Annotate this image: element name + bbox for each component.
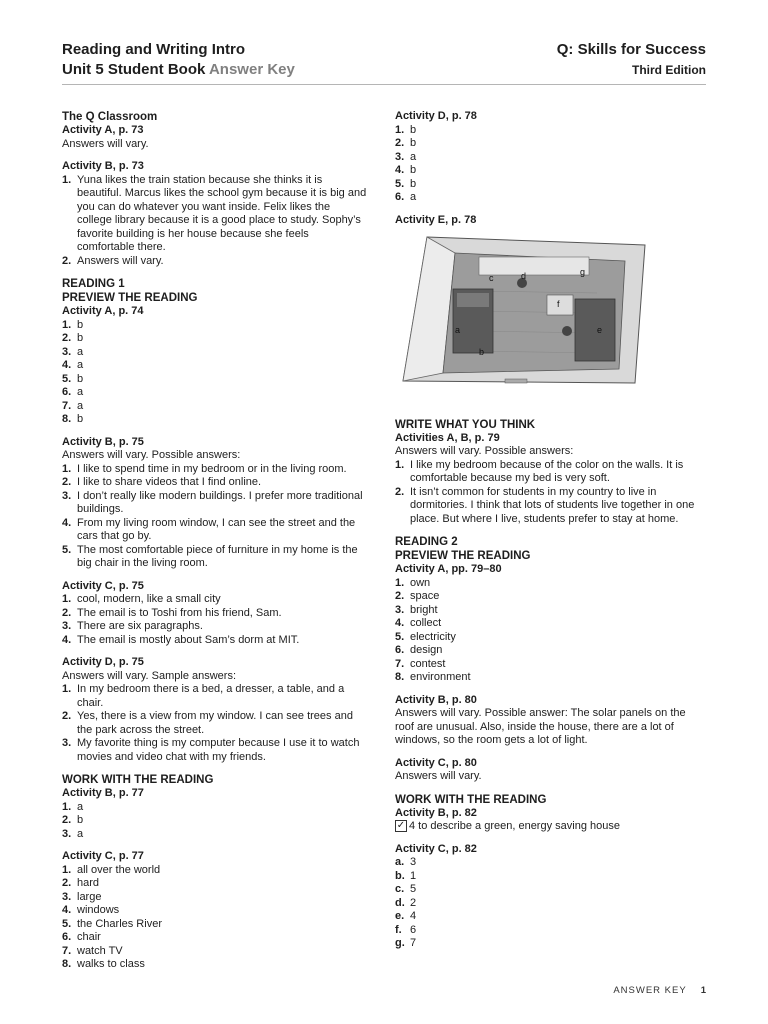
item-text: b	[77, 318, 84, 331]
activity-block	[395, 214, 707, 418]
item-text: b	[410, 177, 417, 190]
item-number: 2.	[395, 137, 405, 149]
item-number: 4.	[62, 516, 72, 529]
item-number: 5.	[395, 630, 405, 643]
list-item	[62, 373, 368, 387]
item-text: There are six paragraphs.	[77, 620, 203, 632]
activity-label: Activity C, p. 77	[62, 850, 144, 862]
item-number: 1.	[395, 458, 405, 471]
item-number: 1.	[395, 123, 405, 136]
list-item	[395, 671, 707, 685]
list-item	[62, 386, 368, 400]
list-item	[62, 683, 368, 710]
room-label-b: b	[479, 347, 485, 357]
item-text: In my bedroom there is a bed, a dresser, a table, and a chair.	[77, 683, 345, 709]
item-number: 1.	[62, 173, 72, 186]
activity-block	[395, 110, 707, 205]
list-item	[395, 631, 707, 645]
activity-label: Activity A, p. 74	[62, 305, 144, 317]
item-number: 2.	[62, 814, 72, 826]
list-item	[62, 544, 368, 571]
list-item	[395, 604, 707, 618]
item-number: 3.	[395, 150, 405, 163]
item-text: b	[77, 372, 84, 385]
item-text: own	[410, 576, 431, 589]
activity-label: Activity B, p. 75	[62, 435, 144, 448]
item-text: b	[410, 137, 417, 149]
item-text: hard	[77, 877, 100, 889]
item-text: b	[77, 332, 84, 344]
brand-title: Q: Skills for Success	[556, 41, 706, 58]
item-text: It isn’t common for students in my country to live in dormitories. I think that lots of students live together in one place. But where I live, students prefer to stay at home.	[410, 485, 695, 525]
page-header	[62, 40, 706, 85]
item-text: electricity	[410, 630, 456, 643]
item-text: Yes, there is a view from my window. I can see trees and the park across the street.	[77, 710, 353, 736]
activity-block	[395, 563, 707, 685]
list-item	[395, 617, 707, 631]
list-item	[62, 332, 368, 346]
list-item	[62, 255, 368, 269]
item-text: b	[77, 413, 84, 425]
item-number: 4.	[395, 164, 405, 176]
list-item	[62, 607, 368, 621]
item-text: a	[77, 827, 84, 840]
section-heading-work-with-reading: WORK WITH THE READING	[395, 793, 547, 806]
item-number: 1.	[62, 462, 72, 475]
list-item	[395, 590, 707, 604]
item-number: 8.	[62, 958, 72, 970]
item-number: 1.	[62, 863, 72, 876]
item-number: 5.	[62, 372, 72, 385]
item-text: b	[410, 164, 417, 176]
list-item	[395, 910, 707, 924]
item-text: 6	[410, 923, 417, 936]
list-item	[62, 319, 368, 333]
item-number: 5.	[62, 543, 72, 556]
list-item	[62, 593, 368, 607]
left-column	[62, 110, 368, 981]
item-text: environment	[410, 671, 471, 683]
item-text: 5	[410, 883, 417, 895]
answer-intro: Answers will vary. Possible answers:	[62, 449, 241, 461]
item-text: a	[77, 359, 84, 371]
list-item	[395, 658, 707, 672]
list-item	[395, 459, 707, 486]
answer-list	[395, 577, 707, 685]
item-text: 3	[410, 856, 417, 868]
list-item	[395, 137, 707, 151]
activity-label: Activity B, p. 80	[395, 693, 477, 706]
footer-label: ANSWER KEY	[613, 985, 687, 996]
activity-label: Activities A, B, p. 79	[395, 431, 500, 444]
list-item	[395, 856, 707, 870]
item-letter: c.	[395, 883, 405, 895]
activity-block	[62, 305, 368, 427]
list-item	[395, 644, 707, 658]
activity-block	[395, 432, 707, 527]
item-text: 1	[410, 869, 417, 882]
list-item	[62, 400, 368, 414]
item-number: 4.	[62, 633, 72, 646]
unit-label: Unit 5	[62, 61, 104, 78]
checked-answer-text: 4 to describe a green, energy saving house	[409, 820, 620, 832]
item-text: Answers will vary.	[77, 254, 164, 267]
page-footer	[613, 985, 706, 996]
item-text: bright	[410, 603, 438, 616]
item-number: 5.	[395, 177, 405, 190]
item-text: chair	[77, 931, 101, 943]
activity-label: Activity A, pp. 79–80	[395, 563, 502, 575]
list-item	[62, 359, 368, 373]
lettered-answer-list	[395, 856, 707, 951]
list-item	[62, 634, 368, 648]
answer-list	[62, 174, 368, 269]
activity-block	[395, 807, 707, 834]
bed-right	[575, 299, 615, 361]
item-number: 3.	[395, 603, 405, 616]
activity-label: Activity B, p. 82	[395, 806, 477, 819]
list-item	[395, 937, 707, 951]
item-number: 5.	[62, 917, 72, 930]
item-text: From my living room window, I can see the street and the cars that go by.	[77, 516, 356, 542]
header-right	[557, 40, 706, 80]
activity-label: Activity D, p. 78	[395, 110, 477, 122]
chair	[562, 326, 572, 336]
activity-block	[62, 436, 368, 571]
item-letter: d.	[395, 896, 405, 909]
item-text: I like to spend time in my bedroom or in the living room.	[77, 462, 347, 475]
section-subheading-preview: PREVIEW THE READING	[62, 292, 198, 304]
item-number: 3.	[62, 489, 72, 502]
item-text: 7	[410, 937, 417, 949]
activity-label: Activity C, p. 75	[62, 579, 144, 592]
item-number: 3.	[62, 620, 72, 632]
room-label-a: a	[455, 325, 461, 335]
item-number: 7.	[62, 944, 72, 957]
activity-label: Activity C, p. 80	[395, 756, 477, 769]
item-text: a	[410, 150, 417, 163]
item-letter: b.	[395, 869, 405, 882]
item-number: 2.	[62, 710, 72, 722]
item-text: watch TV	[77, 944, 123, 957]
activity-block	[62, 850, 368, 972]
item-text: I don’t really like modern buildings. I prefer more traditional buildings.	[77, 489, 363, 515]
answer-list	[62, 319, 368, 427]
item-text: large	[77, 890, 102, 903]
activity-block	[395, 694, 707, 748]
book-title: Reading and Writing Intro	[62, 41, 246, 58]
answer-text: Answers will vary.	[395, 770, 482, 782]
section-subheading-preview: PREVIEW THE READING	[395, 550, 531, 562]
list-item	[395, 924, 707, 938]
activity-label: Activity D, p. 75	[62, 656, 144, 668]
section-heading-reading-1: READING 1	[62, 278, 125, 290]
list-item	[62, 801, 368, 815]
back-shelf	[479, 257, 589, 275]
item-number: 3.	[62, 890, 72, 903]
list-item	[62, 413, 368, 427]
item-text: windows	[77, 904, 120, 916]
list-item	[62, 174, 368, 255]
activity-label: Activity B, p. 77	[62, 787, 144, 799]
item-text: The most comfortable piece of furniture in my home is the big chair in the living room.	[77, 543, 358, 569]
item-number: 4.	[62, 359, 72, 371]
item-text: the Charles River	[77, 917, 162, 930]
answer-list	[62, 864, 368, 972]
list-item	[62, 877, 368, 891]
activity-block	[62, 160, 368, 268]
item-number: 2.	[395, 590, 405, 602]
item-text: walks to class	[77, 958, 145, 970]
item-number: 2.	[62, 606, 72, 619]
item-text: The email is to Toshi from his friend, Sam.	[77, 606, 282, 619]
item-text: a	[77, 386, 84, 398]
item-text: I like to share videos that I find online.	[77, 476, 262, 488]
list-item	[62, 945, 368, 959]
answer-intro: Answers will vary. Possible answers:	[395, 445, 574, 457]
room-label-c: c	[489, 273, 494, 283]
answer-list	[62, 463, 368, 571]
activity-label: Activity C, p. 82	[395, 842, 477, 855]
activity-block	[395, 843, 707, 951]
list-item	[62, 931, 368, 945]
item-number: 8.	[62, 413, 72, 425]
checkbox-checked-icon: ✓	[396, 820, 406, 831]
item-text: a	[77, 345, 84, 358]
item-text: design	[410, 644, 443, 656]
header-left	[62, 40, 295, 80]
list-item	[62, 918, 368, 932]
list-item	[395, 151, 707, 165]
list-item	[62, 490, 368, 517]
activity-block	[62, 787, 368, 841]
activity-block	[62, 124, 368, 151]
activity-block	[62, 656, 368, 764]
right-column	[395, 110, 707, 960]
item-number: 4.	[395, 617, 405, 629]
item-number: 3.	[62, 827, 72, 840]
item-number: 3.	[62, 737, 72, 749]
list-item	[62, 864, 368, 878]
item-text: Yuna likes the train station because she thinks it is beautiful. Marcus likes the school gym because it is big and you can do whatever you want inside. Felix likes the college library because it is a good place to study. Sophy’s favorite building is her house because she feels comfortable there.	[77, 173, 367, 253]
unit-line	[62, 60, 295, 80]
item-text: collect	[410, 617, 442, 629]
item-text: b	[410, 123, 417, 136]
door	[505, 379, 527, 383]
list-item	[395, 883, 707, 897]
item-number: 6.	[395, 644, 405, 656]
item-number: 4.	[62, 904, 72, 916]
item-number: 2.	[62, 877, 72, 889]
list-item	[62, 463, 368, 477]
answer-list	[62, 801, 368, 842]
list-item	[62, 346, 368, 360]
section-heading-write-what-you-think: WRITE WHAT YOU THINK	[395, 418, 536, 431]
item-number: 1.	[62, 318, 72, 331]
list-item	[395, 164, 707, 178]
activity-label: Activity A, p. 73	[62, 124, 144, 136]
item-number: 6.	[62, 386, 72, 398]
list-item	[395, 124, 707, 138]
list-item	[62, 904, 368, 918]
room-label-d: d	[521, 271, 527, 281]
answer-list	[62, 683, 368, 764]
item-number: 7.	[395, 657, 405, 670]
item-text: I like my bedroom because of the color on the walls. It is comfortable because my bed is very soft.	[410, 458, 684, 484]
answer-text: Answers will vary. Possible answer: The solar panels on the roof are unusual. Also, inside the house, there are a lot of windows, so the room gets a lot of light.	[395, 707, 686, 746]
item-letter: e.	[395, 910, 405, 922]
list-item	[62, 958, 368, 972]
item-text: contest	[410, 657, 446, 670]
item-letter: a.	[395, 856, 405, 868]
item-number: 8.	[395, 671, 405, 683]
item-number: 6.	[62, 931, 72, 943]
item-text: a	[77, 399, 84, 412]
item-number: 1.	[62, 800, 72, 813]
item-number: 6.	[395, 191, 405, 203]
list-item	[62, 517, 368, 544]
item-text: all over the world	[77, 863, 161, 876]
item-number: 3.	[62, 345, 72, 358]
room-label-f: f	[557, 299, 560, 309]
list-item	[62, 710, 368, 737]
item-text: space	[410, 590, 440, 602]
item-text: a	[410, 191, 417, 203]
list-item	[62, 814, 368, 828]
activity-block	[395, 757, 707, 784]
activity-label: Activity E, p. 78	[395, 213, 477, 226]
item-number: 7.	[62, 399, 72, 412]
room-label-e: e	[597, 325, 603, 335]
item-text: 4	[410, 910, 417, 922]
item-number: 1.	[62, 683, 72, 695]
item-number: 2.	[395, 485, 405, 498]
item-text: a	[77, 800, 84, 813]
list-item	[62, 476, 368, 490]
page-number: 1	[700, 985, 706, 996]
item-text: 2	[410, 896, 417, 909]
section-heading-reading-2: READING 2	[395, 536, 458, 548]
section-heading-q-classroom: The Q Classroom	[62, 111, 158, 123]
checked-answer	[395, 820, 707, 834]
list-item	[395, 486, 707, 527]
answer-key-label: Answer Key	[208, 61, 295, 78]
item-text: cool, modern, like a small city	[77, 593, 221, 605]
list-item	[395, 577, 707, 591]
edition-label: Third Edition	[632, 63, 706, 77]
activity-block	[62, 580, 368, 648]
activity-label: Activity B, p. 73	[62, 160, 144, 172]
room-label-g: g	[580, 267, 586, 277]
item-text: b	[77, 814, 84, 826]
item-number: 1.	[62, 593, 72, 605]
answer-list	[395, 124, 707, 205]
list-item	[62, 891, 368, 905]
item-number: 2.	[62, 332, 72, 344]
bed-left-pillow	[457, 293, 489, 307]
list-item	[395, 870, 707, 884]
item-number: 2.	[62, 254, 72, 267]
list-item	[62, 737, 368, 764]
desk	[547, 295, 573, 315]
item-number: 2.	[62, 476, 72, 488]
answer-list	[62, 593, 368, 647]
item-text: The email is mostly about Sam’s dorm at MIT.	[77, 633, 300, 646]
dorm-room-illustration	[397, 231, 647, 401]
list-item	[395, 178, 707, 192]
answer-list	[395, 459, 707, 527]
book-label: Student Book	[107, 61, 206, 78]
answer-text: Answers will vary.	[62, 137, 149, 150]
item-letter: g.	[395, 937, 405, 949]
list-item	[62, 620, 368, 634]
answer-intro: Answers will vary. Sample answers:	[62, 669, 237, 682]
item-text: My favorite thing is my computer because I use it to watch movies and video chat with my friends.	[77, 737, 360, 763]
list-item	[395, 897, 707, 911]
section-heading-work-with-reading: WORK WITH THE READING	[62, 774, 214, 786]
item-letter: f.	[395, 923, 402, 936]
item-number: 1.	[395, 576, 405, 589]
list-item	[62, 828, 368, 842]
list-item	[395, 191, 707, 205]
